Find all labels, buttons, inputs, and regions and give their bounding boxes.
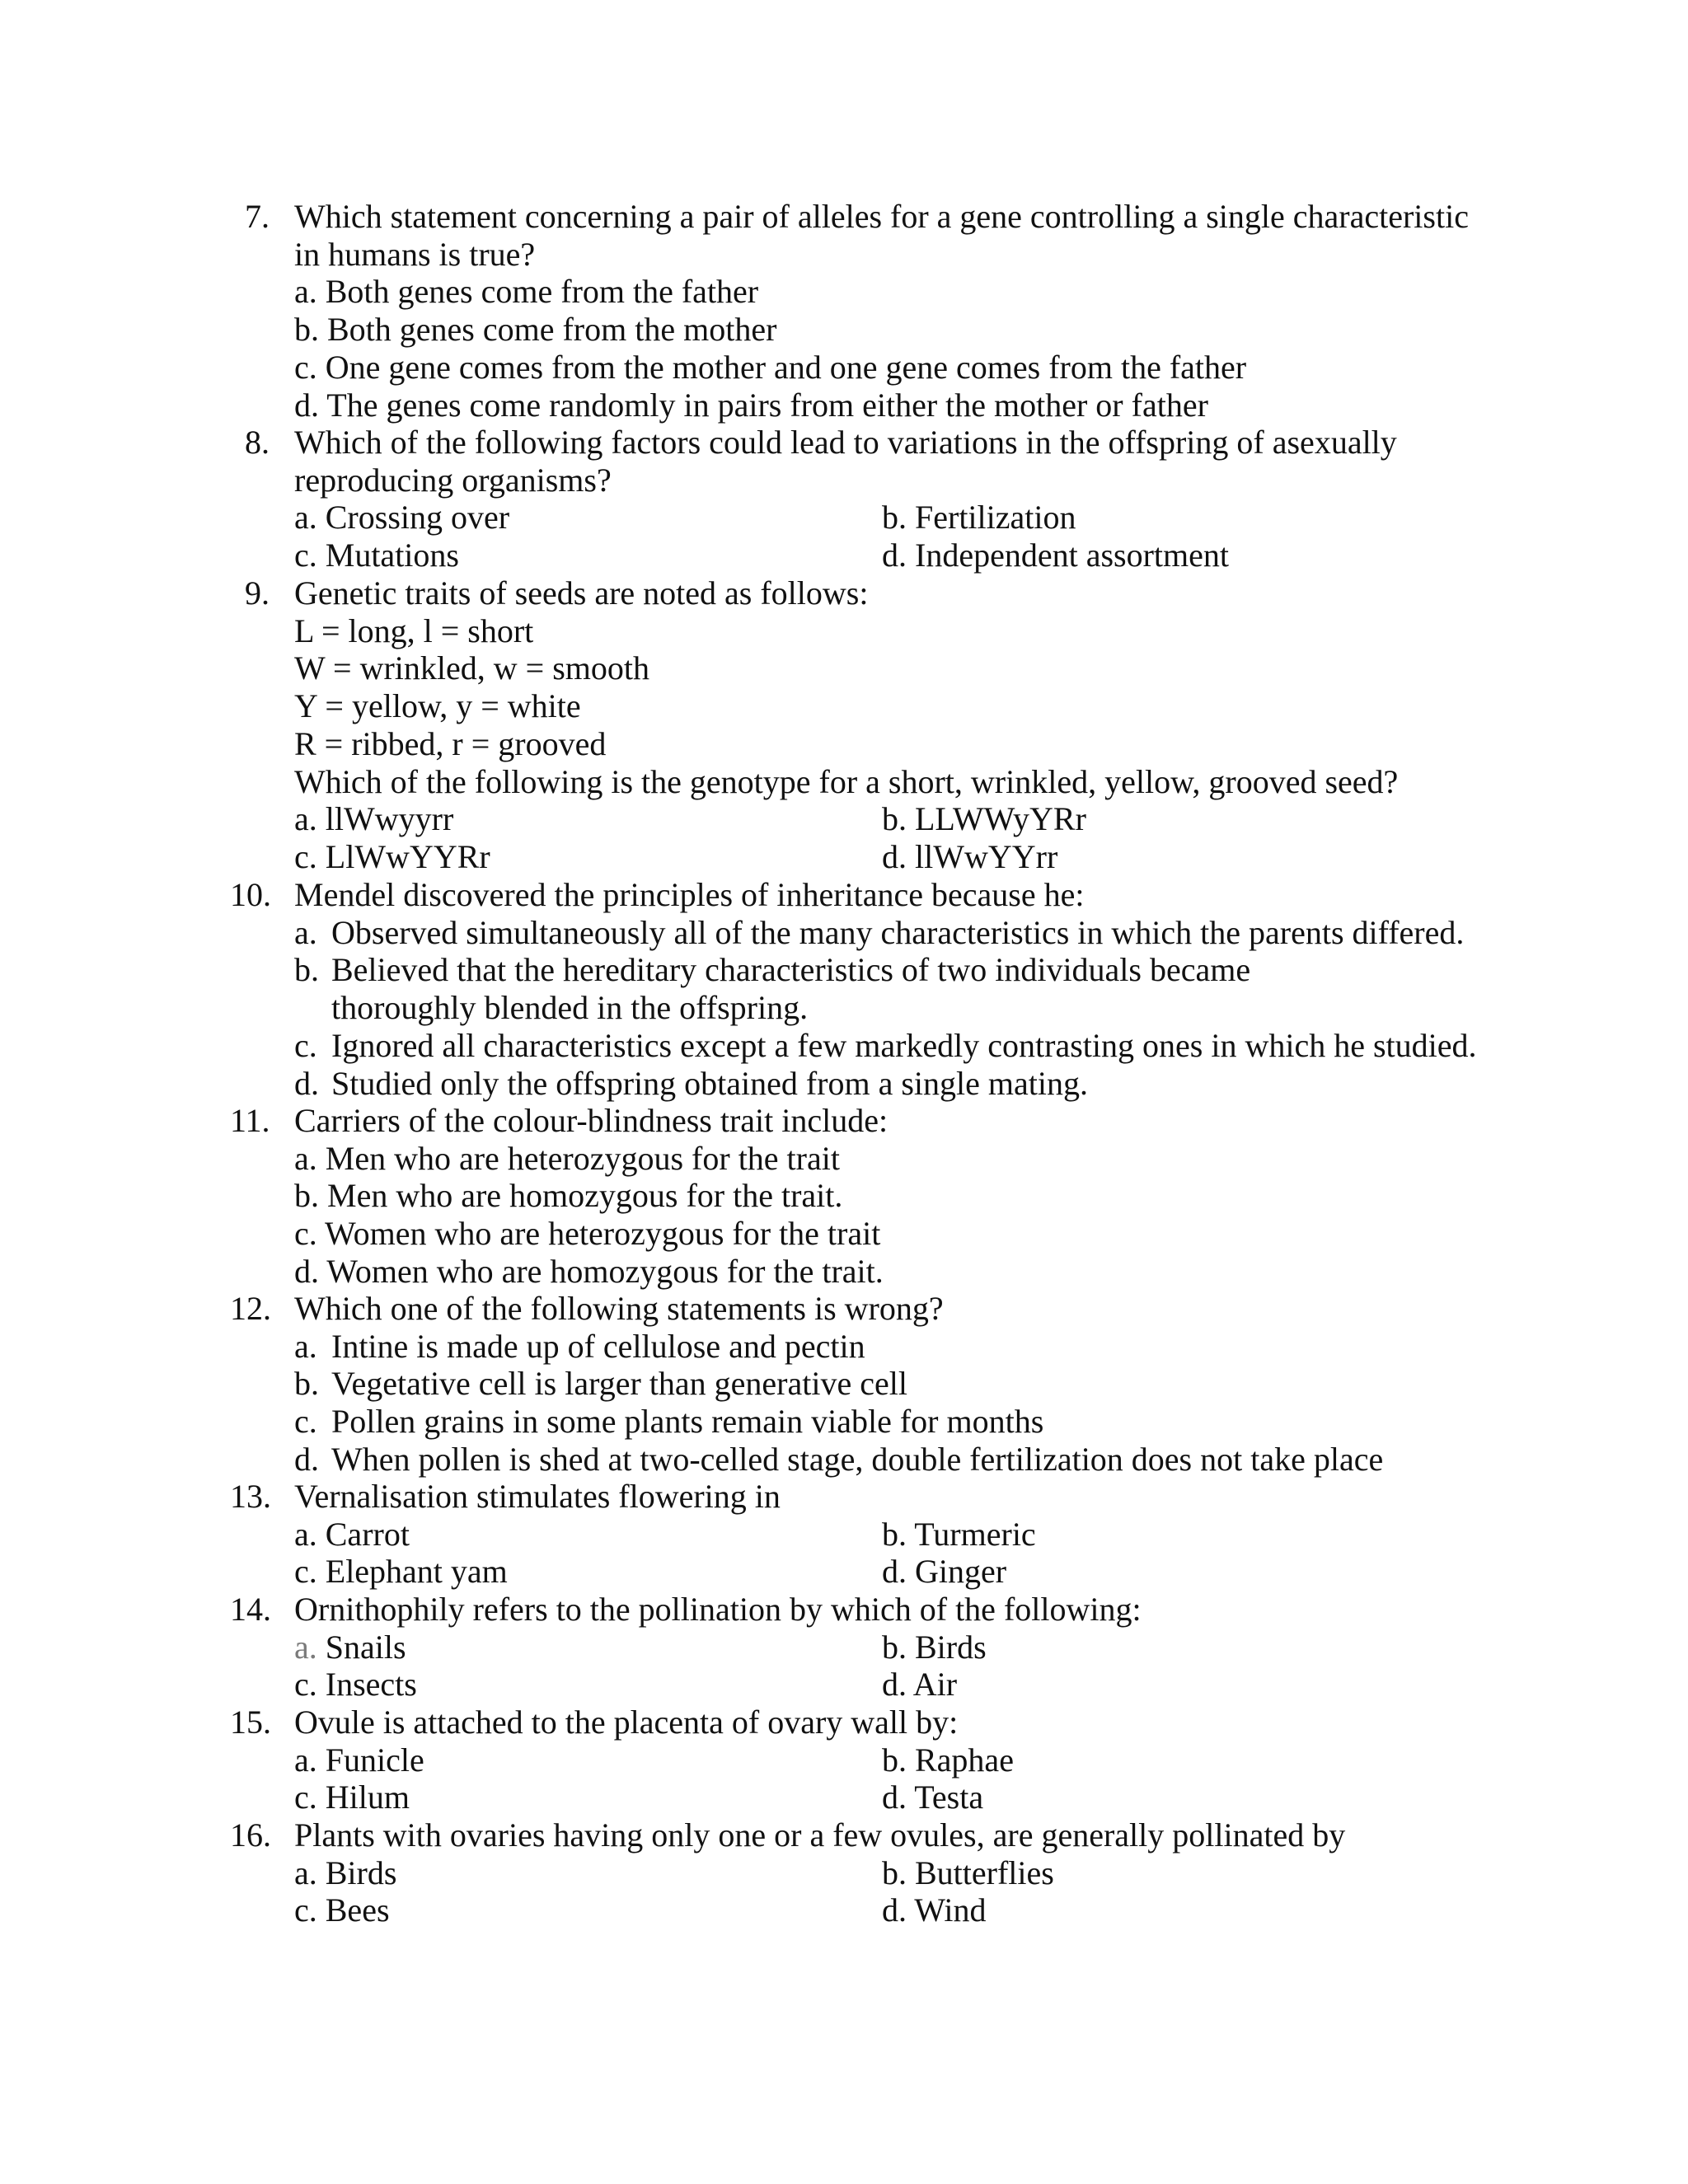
option-b: b. Birds xyxy=(882,1628,987,1666)
option-a: a. Crossing over xyxy=(294,499,510,537)
option-d: d. The genes come randomly in pairs from either the mother or father xyxy=(294,386,1208,424)
question-number: 14. xyxy=(230,1591,271,1628)
question-number: 12. xyxy=(230,1290,271,1327)
option-a: a. Both genes come from the father xyxy=(294,273,759,311)
option-row xyxy=(294,1854,1498,1892)
option-letter: c. xyxy=(294,1403,317,1441)
option-c: c. Insects xyxy=(294,1666,417,1704)
question-number: 15. xyxy=(230,1704,271,1741)
option-c xyxy=(294,1027,1498,1065)
option-row xyxy=(294,1891,1498,1929)
option-a: a. llWwyyrr xyxy=(294,800,454,838)
option-row xyxy=(294,499,1498,537)
option-a xyxy=(294,1629,406,1666)
question-stem: Plants with ovaries having only one or a few ovules, are generally pollinated by xyxy=(294,1816,1346,1854)
question-8 xyxy=(245,424,1498,574)
trait-line: L = long, l = short xyxy=(294,612,534,649)
option-d xyxy=(294,1441,1498,1479)
question-number: 10. xyxy=(230,876,271,913)
question-number: 13. xyxy=(230,1478,271,1515)
option-b: b. LLWWyYRr xyxy=(882,800,1086,838)
question-number: 8. xyxy=(245,424,270,461)
option-letter: a. xyxy=(294,1327,317,1365)
option-b: b. Both genes come from the mother xyxy=(294,311,777,349)
question-7 xyxy=(245,198,1498,424)
option-text: Pollen grains in some plants remain viable for months xyxy=(331,1403,1044,1441)
option-a xyxy=(294,1328,1498,1366)
option-row xyxy=(294,1516,1498,1554)
option-a: a. Birds xyxy=(294,1854,397,1891)
option-b: b. Men who are homozygous for the trait. xyxy=(294,1177,843,1215)
option-text: Intine is made up of cellulose and pectin xyxy=(331,1327,865,1365)
option-c: c. Hilum xyxy=(294,1779,410,1816)
question-stem: Vernalisation stimulates flowering in xyxy=(294,1478,781,1515)
option-text: When pollen is shed at two-celled stage, double fertilization does not take place xyxy=(331,1440,1384,1478)
option-row xyxy=(294,1741,1498,1779)
question-12 xyxy=(230,1290,1498,1479)
question-stem: Ovule is attached to the placenta of ovary wall by: xyxy=(294,1704,959,1741)
option-text: Observed simultaneously all of the many characteristics in which the parents differed. xyxy=(331,913,1465,951)
option-text: Vegetative cell is larger than generative cell xyxy=(331,1365,907,1403)
question-number: 9. xyxy=(245,574,270,612)
trait-line: Y = yellow, y = white xyxy=(294,687,581,725)
option-c: c. One gene comes from the mother and one gene comes from the father xyxy=(294,348,1247,386)
question-stem: Genetic traits of seeds are noted as follows: xyxy=(294,574,869,612)
option-d: d. llWwYYrr xyxy=(882,837,1058,875)
option-letter: d. xyxy=(294,1440,319,1478)
option-c: c. Bees xyxy=(294,1891,390,1929)
question-9 xyxy=(245,574,1498,876)
option-b xyxy=(294,1365,1498,1403)
option-letter: a. xyxy=(294,913,317,951)
trait-line: W = wrinkled, w = smooth xyxy=(294,649,650,687)
question-10 xyxy=(230,876,1498,1102)
question-number: 11. xyxy=(230,1102,270,1139)
question-number: 16. xyxy=(230,1816,271,1854)
question-stem: Ornithophily refers to the pollination by which of the following: xyxy=(294,1591,1142,1628)
option-letter: c. xyxy=(294,1026,317,1064)
question-stem: Which of the following factors could lead to variations in the offspring of asexually reproducing organisms? xyxy=(294,424,1397,499)
option-d: d. Independent assortment xyxy=(882,537,1229,574)
option-d: d. Air xyxy=(882,1666,958,1704)
option-row xyxy=(294,537,1498,574)
question-16 xyxy=(230,1816,1498,1929)
option-c: c. Mutations xyxy=(294,537,459,574)
question-13 xyxy=(230,1478,1498,1591)
option-letter: d. xyxy=(294,1064,319,1102)
option-text: Believed that the hereditary characteristics of two individuals became thoroughly blended in the offspring. xyxy=(331,951,1251,1027)
option-c: c. Women who are heterozygous for the trait xyxy=(294,1215,881,1253)
question-stem: Which statement concerning a pair of alleles for a gene controlling a single characteristic in humans is true? xyxy=(294,198,1469,273)
option-a: a. Men who are heterozygous for the trait xyxy=(294,1139,840,1177)
option-b xyxy=(294,951,1498,1026)
option-row xyxy=(294,838,1498,876)
question-stem: Which one of the following statements is wrong? xyxy=(294,1290,944,1327)
option-letter: b. xyxy=(294,1365,319,1403)
option-row xyxy=(294,1553,1498,1591)
option-d: d. Wind xyxy=(882,1891,987,1929)
question-stem: Carriers of the colour-blindness trait include: xyxy=(294,1102,889,1139)
option-d: d. Testa xyxy=(882,1779,984,1816)
option-letter: b. xyxy=(294,951,319,989)
option-text: Snails xyxy=(316,1628,406,1666)
option-b: b. Turmeric xyxy=(882,1515,1036,1553)
option-a: a. Carrot xyxy=(294,1515,410,1553)
option-row xyxy=(294,1666,1498,1704)
option-letter: a. xyxy=(294,1628,317,1666)
option-row xyxy=(294,1629,1498,1666)
option-text: Studied only the offspring obtained from a single mating. xyxy=(331,1064,1089,1102)
option-d xyxy=(294,1065,1498,1103)
question-15 xyxy=(230,1704,1498,1816)
question-11 xyxy=(230,1102,1498,1291)
option-c xyxy=(294,1403,1498,1441)
option-d: d. Women who are homozygous for the trait. xyxy=(294,1252,884,1290)
option-b: b. Raphae xyxy=(882,1741,1014,1779)
option-b: b. Fertilization xyxy=(882,499,1076,537)
option-a xyxy=(294,914,1498,952)
question-prompt: Which of the following is the genotype for a short, wrinkled, yellow, grooved seed? xyxy=(294,762,1399,800)
option-b: b. Butterflies xyxy=(882,1854,1054,1891)
question-14 xyxy=(230,1591,1498,1704)
option-c: c. Elephant yam xyxy=(294,1553,508,1591)
option-row xyxy=(294,800,1498,838)
option-row xyxy=(294,1779,1498,1816)
option-a: a. Funicle xyxy=(294,1741,424,1779)
option-text: Ignored all characteristics except a few markedly contrasting ones in which he studied. xyxy=(331,1026,1477,1064)
question-stem: Mendel discovered the principles of inheritance because he: xyxy=(294,876,1085,913)
option-d: d. Ginger xyxy=(882,1553,1007,1591)
question-number: 7. xyxy=(245,198,270,235)
trait-line: R = ribbed, r = grooved xyxy=(294,724,607,762)
option-c: c. LlWwYYRr xyxy=(294,837,490,875)
